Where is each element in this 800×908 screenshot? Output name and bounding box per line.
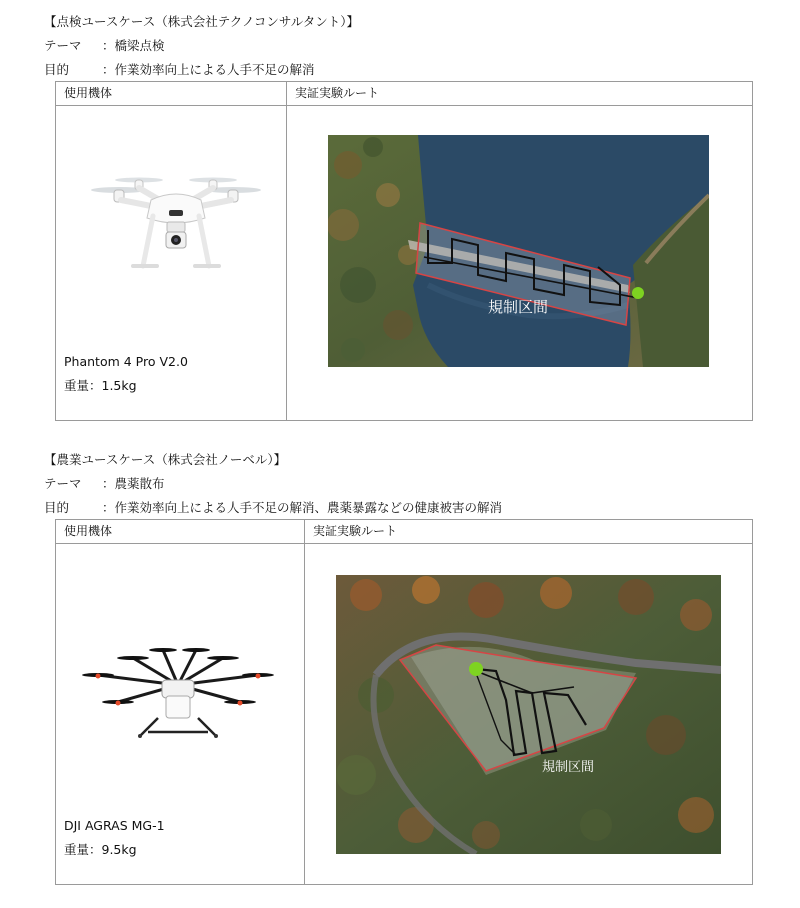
- case2-theme-label: テーマ: [44, 476, 82, 491]
- case1-table: [55, 81, 753, 421]
- case2-theme-row: [44, 476, 165, 492]
- case2-route-cell: [305, 544, 752, 884]
- case1-theme-label: テーマ: [44, 38, 82, 53]
- case2-aircraft-cell: [56, 544, 304, 884]
- case2-aircraft-weight: 重量：9.5kg: [64, 842, 137, 857]
- case2-col-aircraft: 使用機体: [56, 520, 305, 544]
- bridge-route-map: [328, 135, 709, 367]
- case2-table: [55, 519, 753, 885]
- case2-aircraft-name: DJI AGRAS MG-1: [64, 818, 165, 833]
- case1-purpose-value: ：作業効率向上による人手不足の解消: [102, 62, 315, 77]
- case2-purpose-value: ：作業効率向上による人手不足の解消、農薬暴露などの健康被害の解消: [102, 500, 503, 515]
- case1-restricted-label: 規制区間: [488, 298, 549, 316]
- case1-col-route: 実証実験ルート: [287, 82, 753, 106]
- field-route-map: [336, 575, 721, 854]
- case1-aircraft-weight: 重量：1.5kg: [64, 378, 137, 393]
- case1-purpose-label: 目的: [44, 62, 70, 77]
- case1-theme-row: [44, 38, 165, 54]
- case2-heading: 【農業ユースケース（株式会社ノーベル）】: [44, 452, 287, 467]
- case1-route-cell: [287, 106, 752, 420]
- case1-aircraft-cell: [56, 106, 286, 420]
- case1-heading: 【点検ユースケース（株式会社テクノコンサルタント）】: [44, 14, 360, 29]
- case2-col-route: 実証実験ルート: [305, 520, 753, 544]
- agras-drone-image: [78, 640, 278, 750]
- case1-purpose-row: [44, 62, 315, 78]
- case2-theme-value: ：農薬散布: [102, 476, 165, 491]
- case2-restricted-label: 規制区間: [542, 760, 595, 775]
- case1-theme-value: ：橋梁点検: [102, 38, 165, 53]
- case2-purpose-label: 目的: [44, 500, 70, 515]
- case2-purpose-row: [44, 500, 502, 516]
- phantom-drone-image: [81, 166, 271, 291]
- case1-aircraft-name: Phantom 4 Pro V2.0: [64, 354, 188, 369]
- case1-col-aircraft: 使用機体: [56, 82, 287, 106]
